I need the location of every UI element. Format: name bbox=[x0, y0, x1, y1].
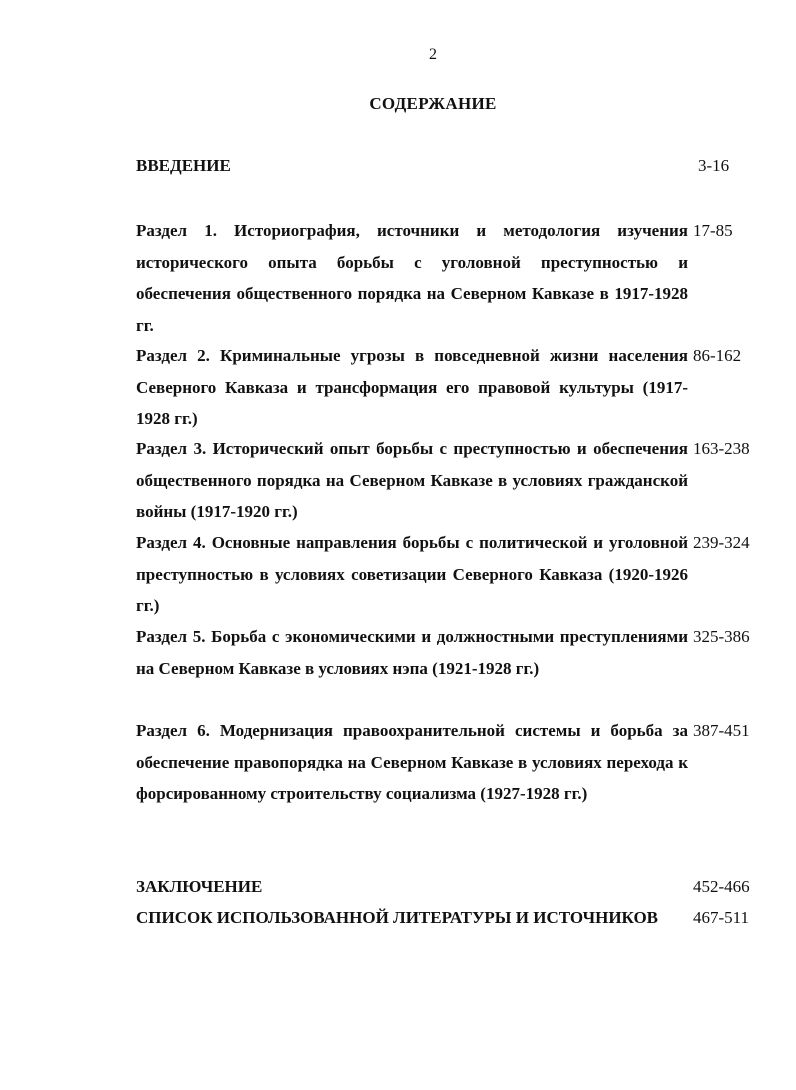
toc-entry-section-3 bbox=[136, 433, 750, 528]
toc-entry-section-2 bbox=[136, 340, 742, 435]
toc-entry-pages: 452-466 bbox=[693, 877, 750, 896]
toc-entry-pages: 17-85 bbox=[693, 221, 733, 240]
toc-entry-pages: 239-324 bbox=[693, 533, 750, 552]
toc-entry-pages: 86-162 bbox=[693, 346, 742, 365]
toc-entry-pages: 163-238 bbox=[693, 439, 750, 458]
toc-entry-title: СПИСОК ИСПОЛЬЗОВАННОЙ ЛИТЕРАТУРЫ И ИСТОЧНИКОВ bbox=[136, 908, 659, 927]
toc-entry-pages: 3-16 bbox=[698, 156, 730, 175]
toc-entry-pages: 387-451 bbox=[693, 721, 750, 740]
toc-entry-title: ЗАКЛЮЧЕНИЕ bbox=[136, 877, 263, 896]
page-title: СОДЕРЖАНИЕ bbox=[369, 94, 497, 113]
toc-entry-section-6 bbox=[136, 715, 750, 810]
toc-entry-pages: 467-511 bbox=[693, 908, 750, 927]
toc-entry-section-4 bbox=[136, 527, 750, 622]
toc-entry-title: Раздел 2. Криминальные угрозы в повседневной жизни населения Северного Кавказа и трансформация его правовой культуры (1917-1928 гг.) bbox=[136, 346, 688, 428]
toc-entry-title: Раздел 5. Борьба с экономическими и должностными преступлениями на Северном Кавказе в условиях нэпа (1921-1928 гг.) bbox=[136, 627, 688, 678]
toc-entry-section-1 bbox=[136, 215, 733, 341]
toc-entry-intro bbox=[136, 150, 730, 182]
toc-entry-pages: 325-386 bbox=[693, 627, 750, 646]
toc-entry-title: Раздел 4. Основные направления борьбы с политической и уголовной преступностью в условиях советизации Северного Кавказа (1920-1926 гг.) bbox=[136, 533, 688, 615]
toc-entry-title: Раздел 1. Историография, источники и методология изучения исторического опыта борьбы с уголовной преступностью и обеспечения общественного порядка на Северном Кавказе в 1917-1928 гг. bbox=[136, 221, 688, 335]
toc-entry-conclusion bbox=[136, 871, 750, 903]
toc-entry-title: Раздел 6. Модернизация правоохранительной системы и борьба за обеспечение правопорядка на Северном Кавказе в условиях перехода к форсированному строительству социализма (1927-1928 гг.) bbox=[136, 721, 688, 803]
toc-entry-bibliography bbox=[136, 902, 750, 934]
toc-entry-section-5 bbox=[136, 621, 750, 684]
toc-entry-title: ВВЕДЕНИЕ bbox=[136, 156, 231, 175]
page-number: 2 bbox=[429, 46, 437, 63]
toc-entry-title: Раздел 3. Исторический опыт борьбы с преступностью и обеспечения общественного порядка на Северном Кавказе в условиях гражданской войны (1917-1920 гг.) bbox=[136, 439, 688, 521]
